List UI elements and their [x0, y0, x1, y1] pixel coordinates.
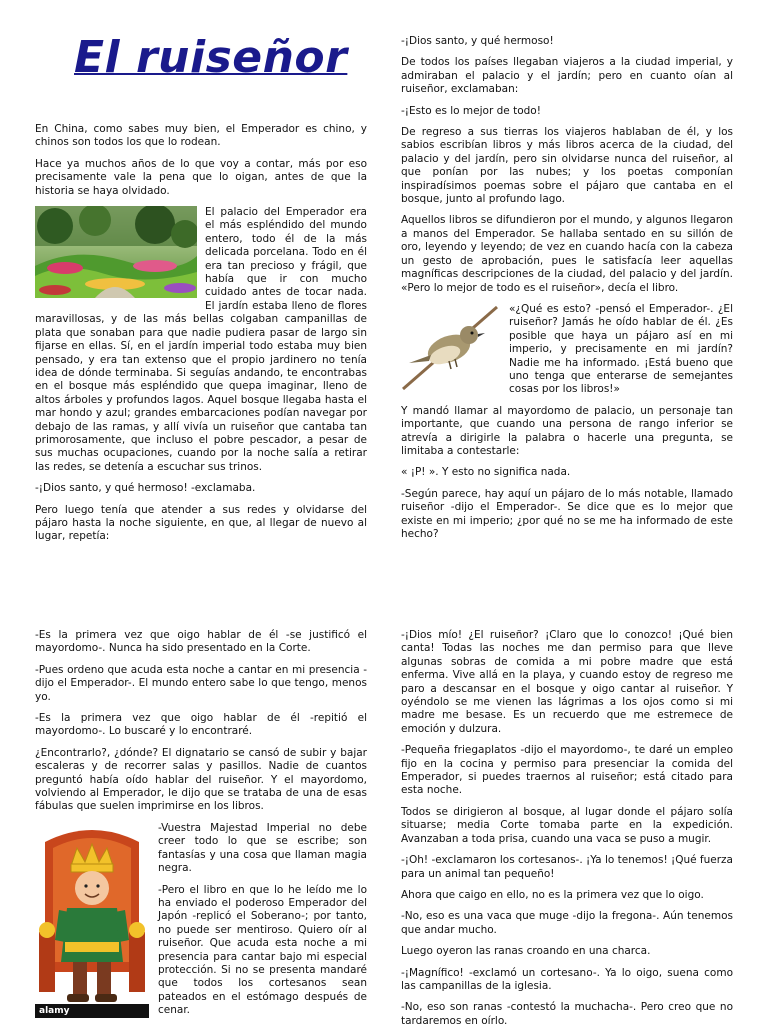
paragraph: Luego oyeron las ranas croando en una charca. [401, 945, 651, 958]
column-top-right [401, 35, 733, 549]
paragraph: -Es la primera vez que oigo hablar de él -repitió el mayordomo-. Lo buscaré y lo encontraré. [35, 712, 367, 738]
paragraph: ¿Encontrarlo?, ¿dónde? El dignatario se cansó de subir y bajar escaleras y de recorrer salas y pasillos. Nadie de cuantos preguntó había oído hablar del ruiseñor. Y el mayordomo, volviendo al Emperador, le dijo que se trataba de una de esas fábulas que suelen imprimirse en los libros. [35, 746, 367, 813]
paragraph: De todos los países llegaban viajeros a la ciudad imperial, y admiraban el palacio y el jardín; pero en cuanto oían al ruiseñor, exclamaban: [401, 56, 733, 96]
watermark-text: alamy [39, 1005, 70, 1016]
paragraph: De regreso a sus tierras los viajeros hablaban de él, y los sabios escribían libros y más libros acerca de la ciudad, del palacio y del jardín, pero sin olvidarse nunca del ruiseñor, al que ponían por las nubes; y los poetas componían inspiradísimos poemas sobre el pájaro que cantaba en el bosque, junto al profundo lago. [401, 126, 733, 206]
column-top-left [35, 123, 367, 552]
paragraph: -Pero el libro en que lo he leído me lo ha enviado el poderoso Emperador del Japón -replicó el Soberano-; por tanto, no puede ser mentiroso. Quiero oír al ruiseñor. Que acuda esta noche a mi presencia para cantar bajo mi especial protección. Si no se presenta mandaré que todos los cortesanos sean pateados en el estómago después de cenar. [158, 883, 367, 1017]
paragraph: -¡Magnífico! -exclamó un cortesano-. Ya lo oigo, suena como las campanillas de la iglesia. [401, 966, 733, 992]
column-bottom-right [401, 629, 733, 1036]
paragraph: -No, eso es una vaca que muge -dijo la fregona-. Aún tenemos que andar mucho. [401, 910, 733, 936]
paragraph: Aquellos libros se difundieron por el mundo, y algunos llegaron a manos del Emperador. Se hallaba sentado en su sillón de oro, leyendo y leyendo; de vez en cuando hacía con la cabeza un gesto de aprobación, pues le satisfacía leer aquellas magníficas descripciones de la ciudad, del palacio y del jardín. «Pero lo mejor de todo es el ruiseñor», decía el libro. [401, 214, 733, 294]
paragraph: En China, como sabes muy bien, el Emperador es chino, y chinos son todos los que lo rodean. [35, 123, 367, 149]
paragraph: -Es la primera vez que oigo hablar de él -se justificó el mayordomo-. Nunca ha sido presentado en la Corte. [35, 629, 367, 655]
paragraph: -¡Dios santo, y qué hermoso! -exclamaba. [35, 482, 256, 495]
paragraph: -Según parece, hay aquí un pájaro de lo más notable, llamado ruiseñor -dijo el Emperador-. Se dice que es lo mejor que existe en mi imperio; ¿por qué no se me ha informado de este hecho? [401, 487, 733, 540]
paragraph: «¿Qué es esto? -pensó el Emperador-. ¿El ruiseñor? Jamás he oído hablar de él. ¿Es posible que haya un pájaro así en mi imperio, y precisamente en mi jardín? Nadie me ha informado. ¡Está bueno que uno tenga que enterarse de semejantes cosas por los libros!» [509, 302, 733, 396]
paragraph: -¡Dios santo, y qué hermoso! [401, 35, 554, 47]
paragraph: Hace ya muchos años de lo que voy a contar, más por eso precisamente vale la pena que lo oigan, antes de que la historia se haya olvidado. [35, 157, 367, 197]
paragraph: -Pequeña friegaplatos -dijo el mayordomo-, te daré un empleo fijo en la cocina y permiso para presenciar la comida del Emperador, si puedes traernos al ruiseñor; está citado para esta noche. [401, 744, 733, 797]
paragraph: -Pues ordeno que acuda esta noche a cantar en mi presencia -dijo el Emperador-. El mundo entero sabe lo que tengo, menos yo. [35, 663, 367, 703]
paragraph: -Vuestra Majestad Imperial no debe creer todo lo que se escribe; son fantasías y una cosa que llaman magia negra. [158, 821, 367, 875]
paragraph: Y mandó llamar al mayordomo de palacio, un personaje tan importante, que cuando una persona de rango inferior se atrevía a dirigirle la palabra o hacerle una pregunta, se limitaba a contestarle: [401, 404, 733, 457]
paragraph: -No, eso son ranas -contestó la muchacha-. Pero creo que no tardaremos en oírlo. [401, 1001, 733, 1027]
page-title: El ruiseñor [74, 32, 348, 83]
paragraph: Ahora que caigo en ello, no es la primera vez que lo oigo. [401, 888, 704, 901]
garden-image [35, 206, 197, 298]
paragraph: -¡Esto es lo mejor de todo! [401, 104, 541, 117]
column-bottom-left [35, 629, 367, 1026]
paragraph: -¡Dios mío! ¿El ruiseñor? ¡Claro que lo conozco! ¡Qué bien canta! Todas las noches me dan permiso para que lleve algunas sobras de comida a mi pobre madre que está enferma. Vive allá en la playa, y cuando estoy de regreso me paro a descansar en el bosque y oigo cantar al ruiseñor. Y oyéndolo se me vienen las lágrimas a los ojos como si mi madre me besase. Es un recuerdo que me estremece de emoción y dulzura. [401, 629, 733, 735]
paragraph: Todos se dirigieron al bosque, al lugar donde el pájaro solía situarse; media Corte tomaba parte en la expedición. Avanzaban a toda prisa, cuando una vaca se puso a mugir. [401, 805, 733, 845]
paragraph: Pero luego tenía que atender a sus redes y olvidarse del pájaro hasta la noche siguiente, en que, al llegar de nuevo al lugar, repetía: [35, 503, 367, 543]
bird-image [401, 303, 499, 393]
paragraph: « ¡P! ». Y esto no significa nada. [401, 466, 571, 479]
paragraph: -¡Oh! -exclamaron los cortesanos-. ¡Ya lo tenemos! ¡Qué fuerza para un animal tan pequeño! [401, 854, 733, 880]
emperor-image [35, 822, 149, 1018]
paragraph: El palacio del Emperador era el más espléndido del mundo entero, todo él de la más delicada porcelana. Todo en él era tan precioso y frágil, que había que ir con mucho cuidado antes de tocar nada. El jardín estaba lleno de flores maravillosas, y de las más bellas colgaban campanillas de plata que sonaban para que nadie pudiera pasar de largo sin fijarse en ellas. Sí, en el jardín imperial todo estaba muy bien pensado, y era tan extenso que el propio jardinero no tenía idea de dónde terminaba. Si seguías andando, te encontrabas en el bosque más espléndido que quepa imaginar, lleno de altos árboles y profundos lagos. Aquel bosque llegaba hasta el mar hondo y azul; grandes embarcaciones podían navegar por debajo de las ramas, y allí vivía un ruiseñor que cantaba tan primorosamente, que incluso el pobre pescador, a pesar de sus muchas ocupaciones, cuando por la noche salía a retirar las redes, se detenía a escuchar sus trinos. [35, 206, 367, 473]
